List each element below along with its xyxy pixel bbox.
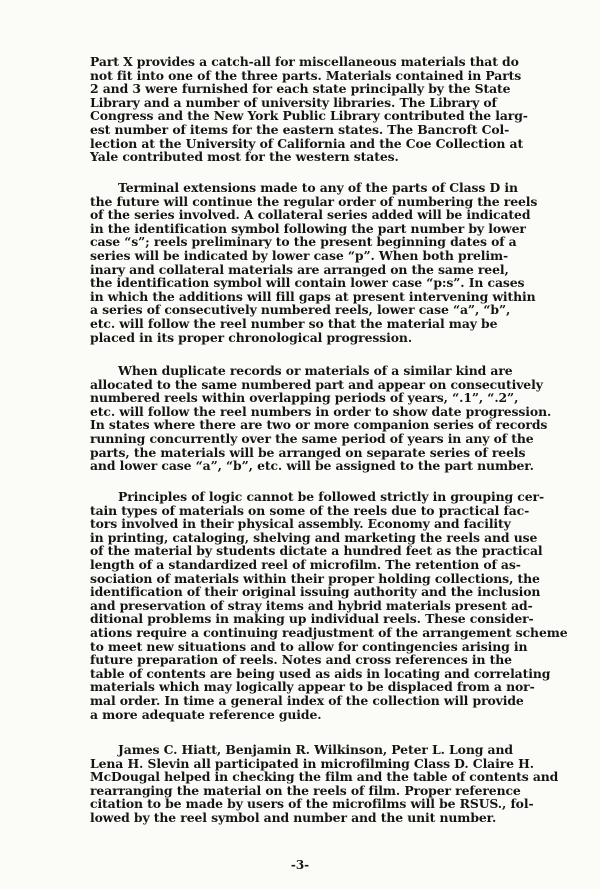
paragraph-3	[90, 364, 576, 473]
text-line: sociation of materials within their proper holding collections, the	[90, 570, 540, 586]
text-line: McDougal helped in checking the film and the table of contents and	[90, 769, 559, 785]
text-line: parts, the materials will be arranged on separate series of reels	[90, 444, 526, 460]
text-line: tain types of materials on some of the reels due to practical fac-	[90, 502, 530, 518]
text-line: in which the additions will fill gaps at present intervening within	[90, 288, 536, 304]
text-line: citation to be made by users of the microfilms will be RSUS., fol-	[90, 796, 534, 812]
text-line: materials which may logically appear to be displaced from a nor-	[90, 679, 535, 695]
text-line: est number of items for the eastern states. The Bancroft Col-	[90, 121, 510, 137]
text-line: Congress and the New York Public Library contributed the larg-	[90, 108, 528, 124]
text-line: lection at the University of California and the Coe Collection at	[90, 135, 524, 151]
text-line: series will be indicated by lower case “p”. When both prelim-	[90, 247, 509, 263]
text-line: James C. Hiatt, Benjamin R. Wilkinson, Peter L. Long and	[118, 742, 513, 757]
text-line: a series of consecutively numbered reels, lower case “a”, “b”,	[90, 302, 511, 318]
paragraph-2	[90, 181, 576, 344]
paragraph-1	[90, 55, 576, 164]
text-line: inary and collateral materials are arranged on the same reel,	[90, 261, 509, 277]
text-line: future preparation of reels. Notes and cross references in the	[90, 652, 512, 668]
text-line: rearranging the material on the reels of film. Proper reference	[90, 782, 521, 798]
text-line: When duplicate records or materials of a similar kind are	[118, 363, 513, 378]
text-line: Part X provides a catch-all for miscellaneous materials that do	[90, 54, 519, 69]
text-line: lowed by the reel symbol and number and the unit number.	[90, 809, 497, 825]
text-line: allocated to the same numbered part and appear on consecutively	[90, 376, 543, 392]
text-line: to meet new situations and to allow for contingencies arising in	[90, 638, 528, 654]
text-line: of the series involved. A collateral series added will be indicated	[90, 207, 531, 223]
paragraph-5	[90, 743, 576, 825]
text-line: tors involved in their physical assembly. Economy and facility	[90, 516, 511, 532]
text-line: table of contents are being used as aids in locating and correlating	[90, 665, 551, 681]
text-line: Library and a number of university libraries. The Library of	[90, 94, 497, 110]
paragraph-4	[90, 490, 576, 721]
text-line: length of a standardized reel of microfilm. The retention of as-	[90, 556, 521, 572]
text-line: numbered reels within overlapping periods of years, “.1”, “.2”,	[90, 390, 519, 406]
text-line: ations require a continuing readjustment of the arrangement scheme	[90, 624, 568, 640]
text-line: and preservation of stray items and hybrid materials present ad-	[90, 597, 533, 613]
text-line: mal order. In time a general index of the collection will provide	[90, 692, 524, 708]
text-line: Principles of logic cannot be followed strictly in grouping cer-	[118, 489, 544, 504]
text-line: Yale contributed most for the western states.	[90, 149, 399, 165]
page-number: -3-	[290, 858, 310, 872]
text-line: and lower case “a”, “b”, etc. will be assigned to the part number.	[90, 458, 534, 474]
text-line: Terminal extensions made to any of the parts of Class D in	[118, 180, 518, 195]
text-line: placed in its proper chronological progression.	[90, 329, 413, 345]
text-line: in the identification symbol following the part number by lower	[90, 220, 526, 236]
text-line: the identification symbol will contain lower case “p:s”. In cases	[90, 275, 525, 291]
text-line: 2 and 3 were furnished for each state principally by the State	[90, 81, 511, 97]
text-line: Lena H. Slevin all participated in microfilming Class D. Claire H.	[90, 755, 534, 771]
text-line: In states where there are two or more companion series of records	[90, 417, 548, 433]
text-line: case “s”; reels preliminary to the present beginning dates of a	[90, 234, 517, 250]
text-line: ditional problems in making up individual reels. These consider-	[90, 611, 534, 627]
text-line: a more adequate reference guide.	[90, 706, 322, 722]
text-line: not fit into one of the three parts. Materials contained in Parts	[90, 67, 522, 83]
text-line: of the material by students dictate a hundred feet as the practical	[90, 543, 543, 559]
text-line: in printing, cataloging, shelving and marketing the reels and use	[90, 529, 538, 545]
text-line: etc. will follow the reel number so that the material may be	[90, 315, 498, 331]
text-line: etc. will follow the reel numbers in order to show date progression.	[90, 403, 552, 419]
text-line: identification of their original issuing authority and the inclusion	[90, 584, 541, 600]
text-line: running concurrently over the same period of years in any of the	[90, 430, 534, 446]
text-line: the future will continue the regular order of numbering the reels	[90, 193, 538, 209]
